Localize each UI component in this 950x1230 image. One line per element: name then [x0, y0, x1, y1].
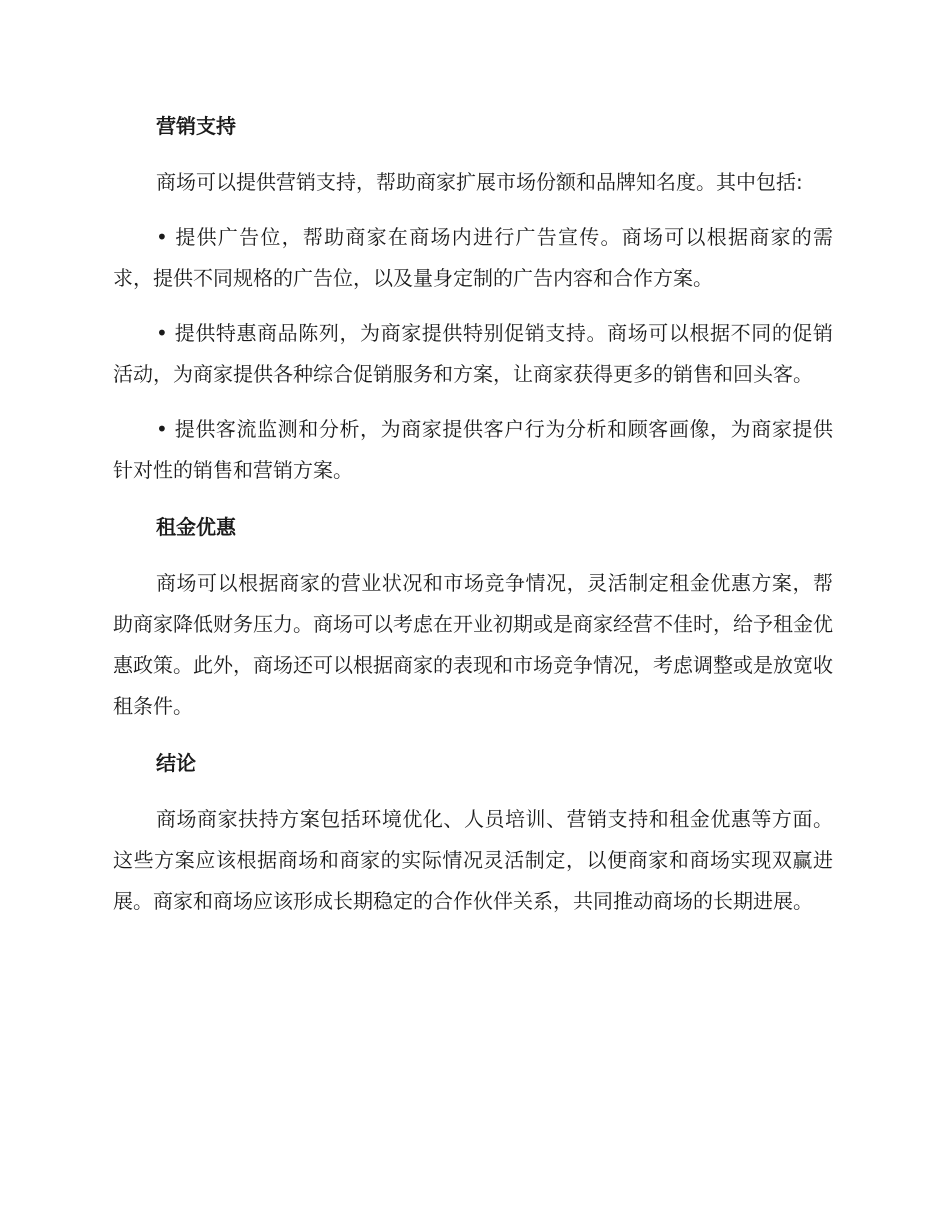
bullet-traffic-analysis: • 提供客流监测和分析，为商家提供客户行为分析和顾客画像，为商家提供针对性的销售和营销方案。	[113, 417, 833, 482]
section-heading-marketing-support: 营销支持	[156, 114, 236, 138]
paragraph-marketing-intro: 商场可以提供营销支持，帮助商家扩展市场份额和品牌知名度。其中包括:	[156, 170, 803, 194]
bullet-ad-space: • 提供广告位，帮助商家在商场内进行广告宣传。商场可以根据商家的需求，提供不同规格的广告位，以及量身定制的广告内容和合作方案。	[113, 225, 833, 290]
paragraph-conclusion: 商场商家扶持方案包括环境优化、人员培训、营销支持和租金优惠等方面。这些方案应该根据商场和商家的实际情况灵活制定，以便商家和商场实现双赢进展。商家和商场应该形成长期稳定的合作伙伴关系，共同推动商场的长期进展。	[113, 807, 833, 913]
section-heading-conclusion: 结论	[156, 751, 196, 775]
bullet-promo-display: • 提供特惠商品陈列，为商家提供特别促销支持。商场可以根据不同的促销活动，为商家提供各种综合促销服务和方案，让商家获得更多的销售和回头客。	[113, 321, 833, 386]
paragraph-rent-discount: 商场可以根据商家的营业状况和市场竞争情况，灵活制定租金优惠方案，帮助商家降低财务压力。商场可以考虑在开业初期或是商家经营不佳时，给予租金优惠政策。此外，商场还可以根据商家的表现和市场竞争情况，考虑调整或是放宽收租条件。	[113, 571, 833, 718]
section-heading-rent-discount: 租金优惠	[156, 515, 236, 539]
document-body	[113, 104, 833, 922]
